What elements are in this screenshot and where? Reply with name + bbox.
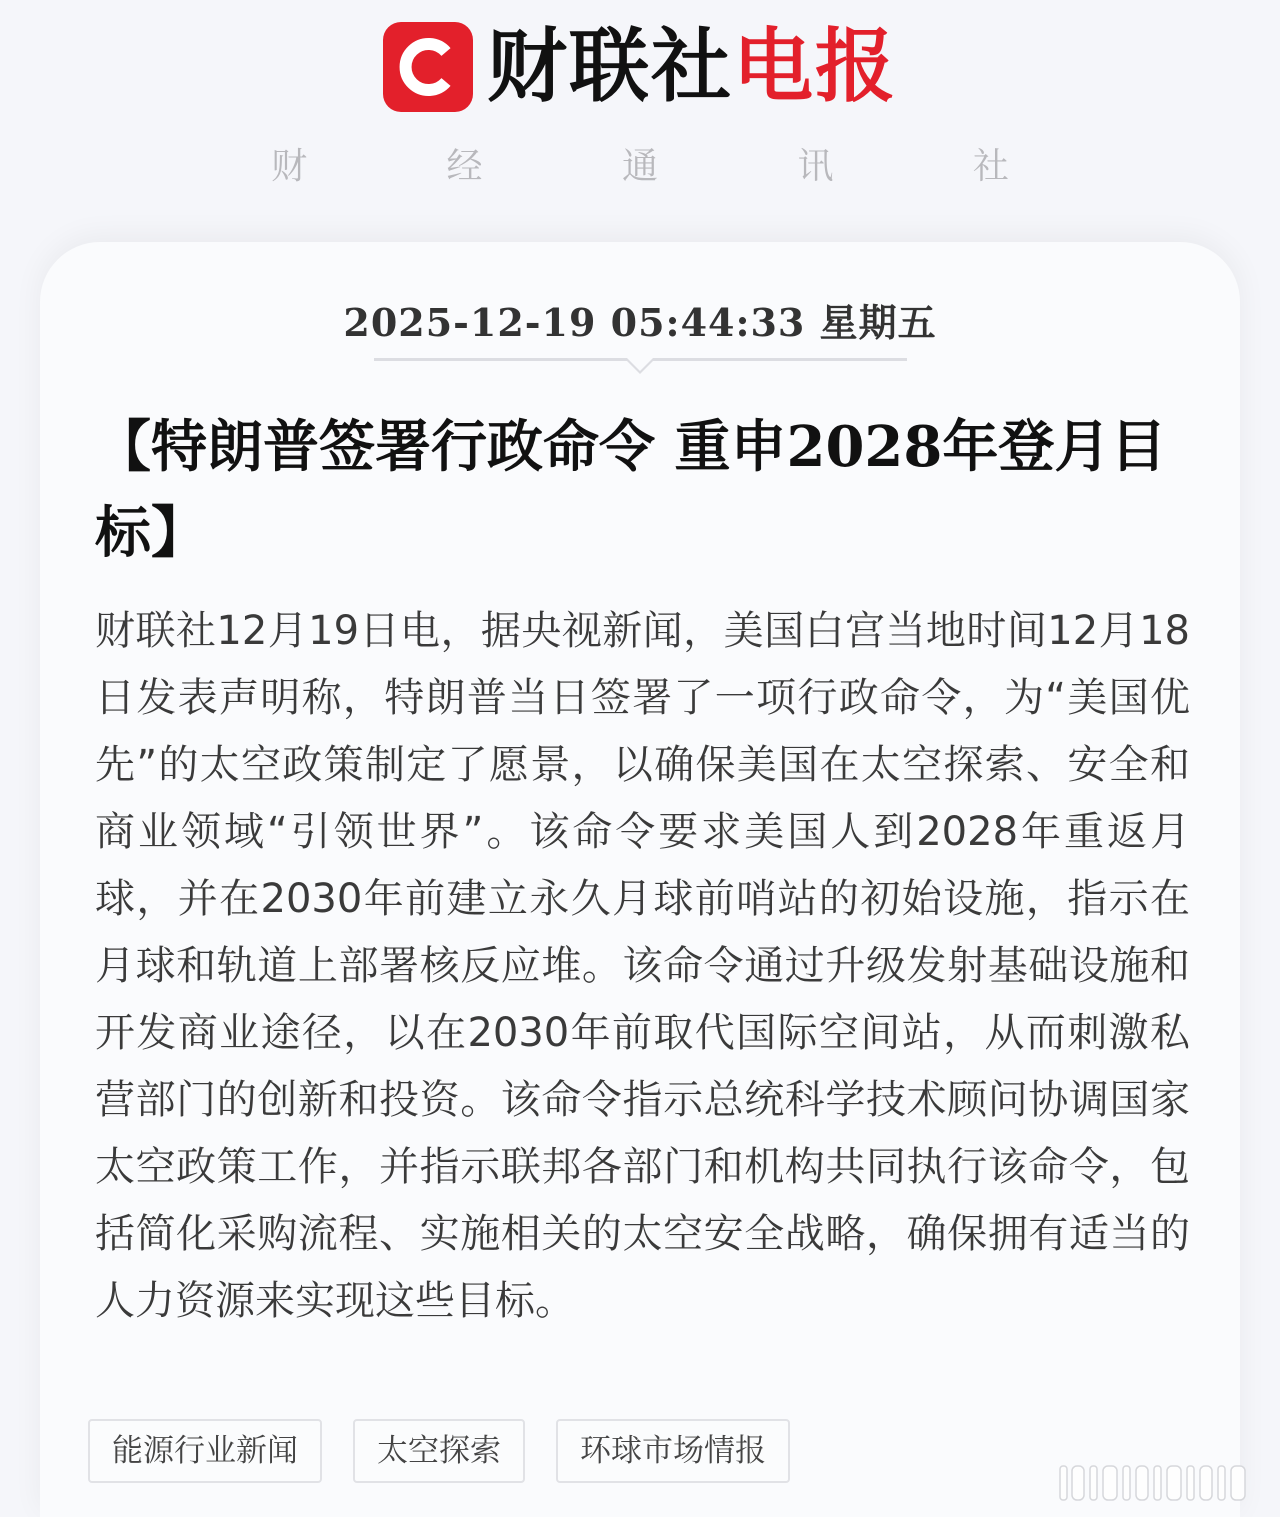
tag-list	[88, 1419, 790, 1483]
brand-logo	[0, 22, 1280, 112]
tag-space-exploration[interactable]: 太空探索	[353, 1419, 525, 1483]
weibo-watermark-icon	[1058, 1460, 1268, 1506]
brand-subtitle: 财 经 通 讯 社	[271, 146, 1073, 187]
article-body: 财联社12月19日电，据央视新闻，美国白宫当地时间12月18日发表声明称，特朗普当日签署了一项行政命令，为“美国优先”的太空政策制定了愿景，以确保美国在太空探索、安全和商业领域“引领世界”。该命令要求美国人到2028年重返月球，并在2030年前建立永久月球前哨站的初始设施，指示在月球和轨道上部署核反应堆。该命令通过升级发射基础设施和开发商业途径，以在2030年前取代国际空间站，从而刺激私营部门的创新和投资。该命令指示总统科学技术顾问协调国家太空政策工作，并指示联邦各部门和机构共同执行该命令，包括简化采购流程、实施相关的太空安全战略，确保拥有适当的人力资源来实现这些目标。	[95, 608, 1190, 1324]
tag-global-market[interactable]: 环球市场情报	[556, 1419, 790, 1483]
divider-arrow-inner	[627, 358, 653, 371]
tag-energy-news[interactable]: 能源行业新闻	[88, 1419, 322, 1483]
logo-c-icon	[383, 22, 473, 112]
article-datetime: 2025-12-19 05:44:33 星期五	[343, 300, 937, 345]
header	[0, 0, 1280, 230]
brand-name-red: 电报	[733, 20, 897, 113]
article-title: 【特朗普签署行政命令 重申2028年登月目标】	[95, 414, 1167, 566]
brand-name-black: 财联社	[487, 20, 733, 113]
brand-name	[487, 22, 897, 112]
logo-c-glyph	[395, 34, 461, 100]
